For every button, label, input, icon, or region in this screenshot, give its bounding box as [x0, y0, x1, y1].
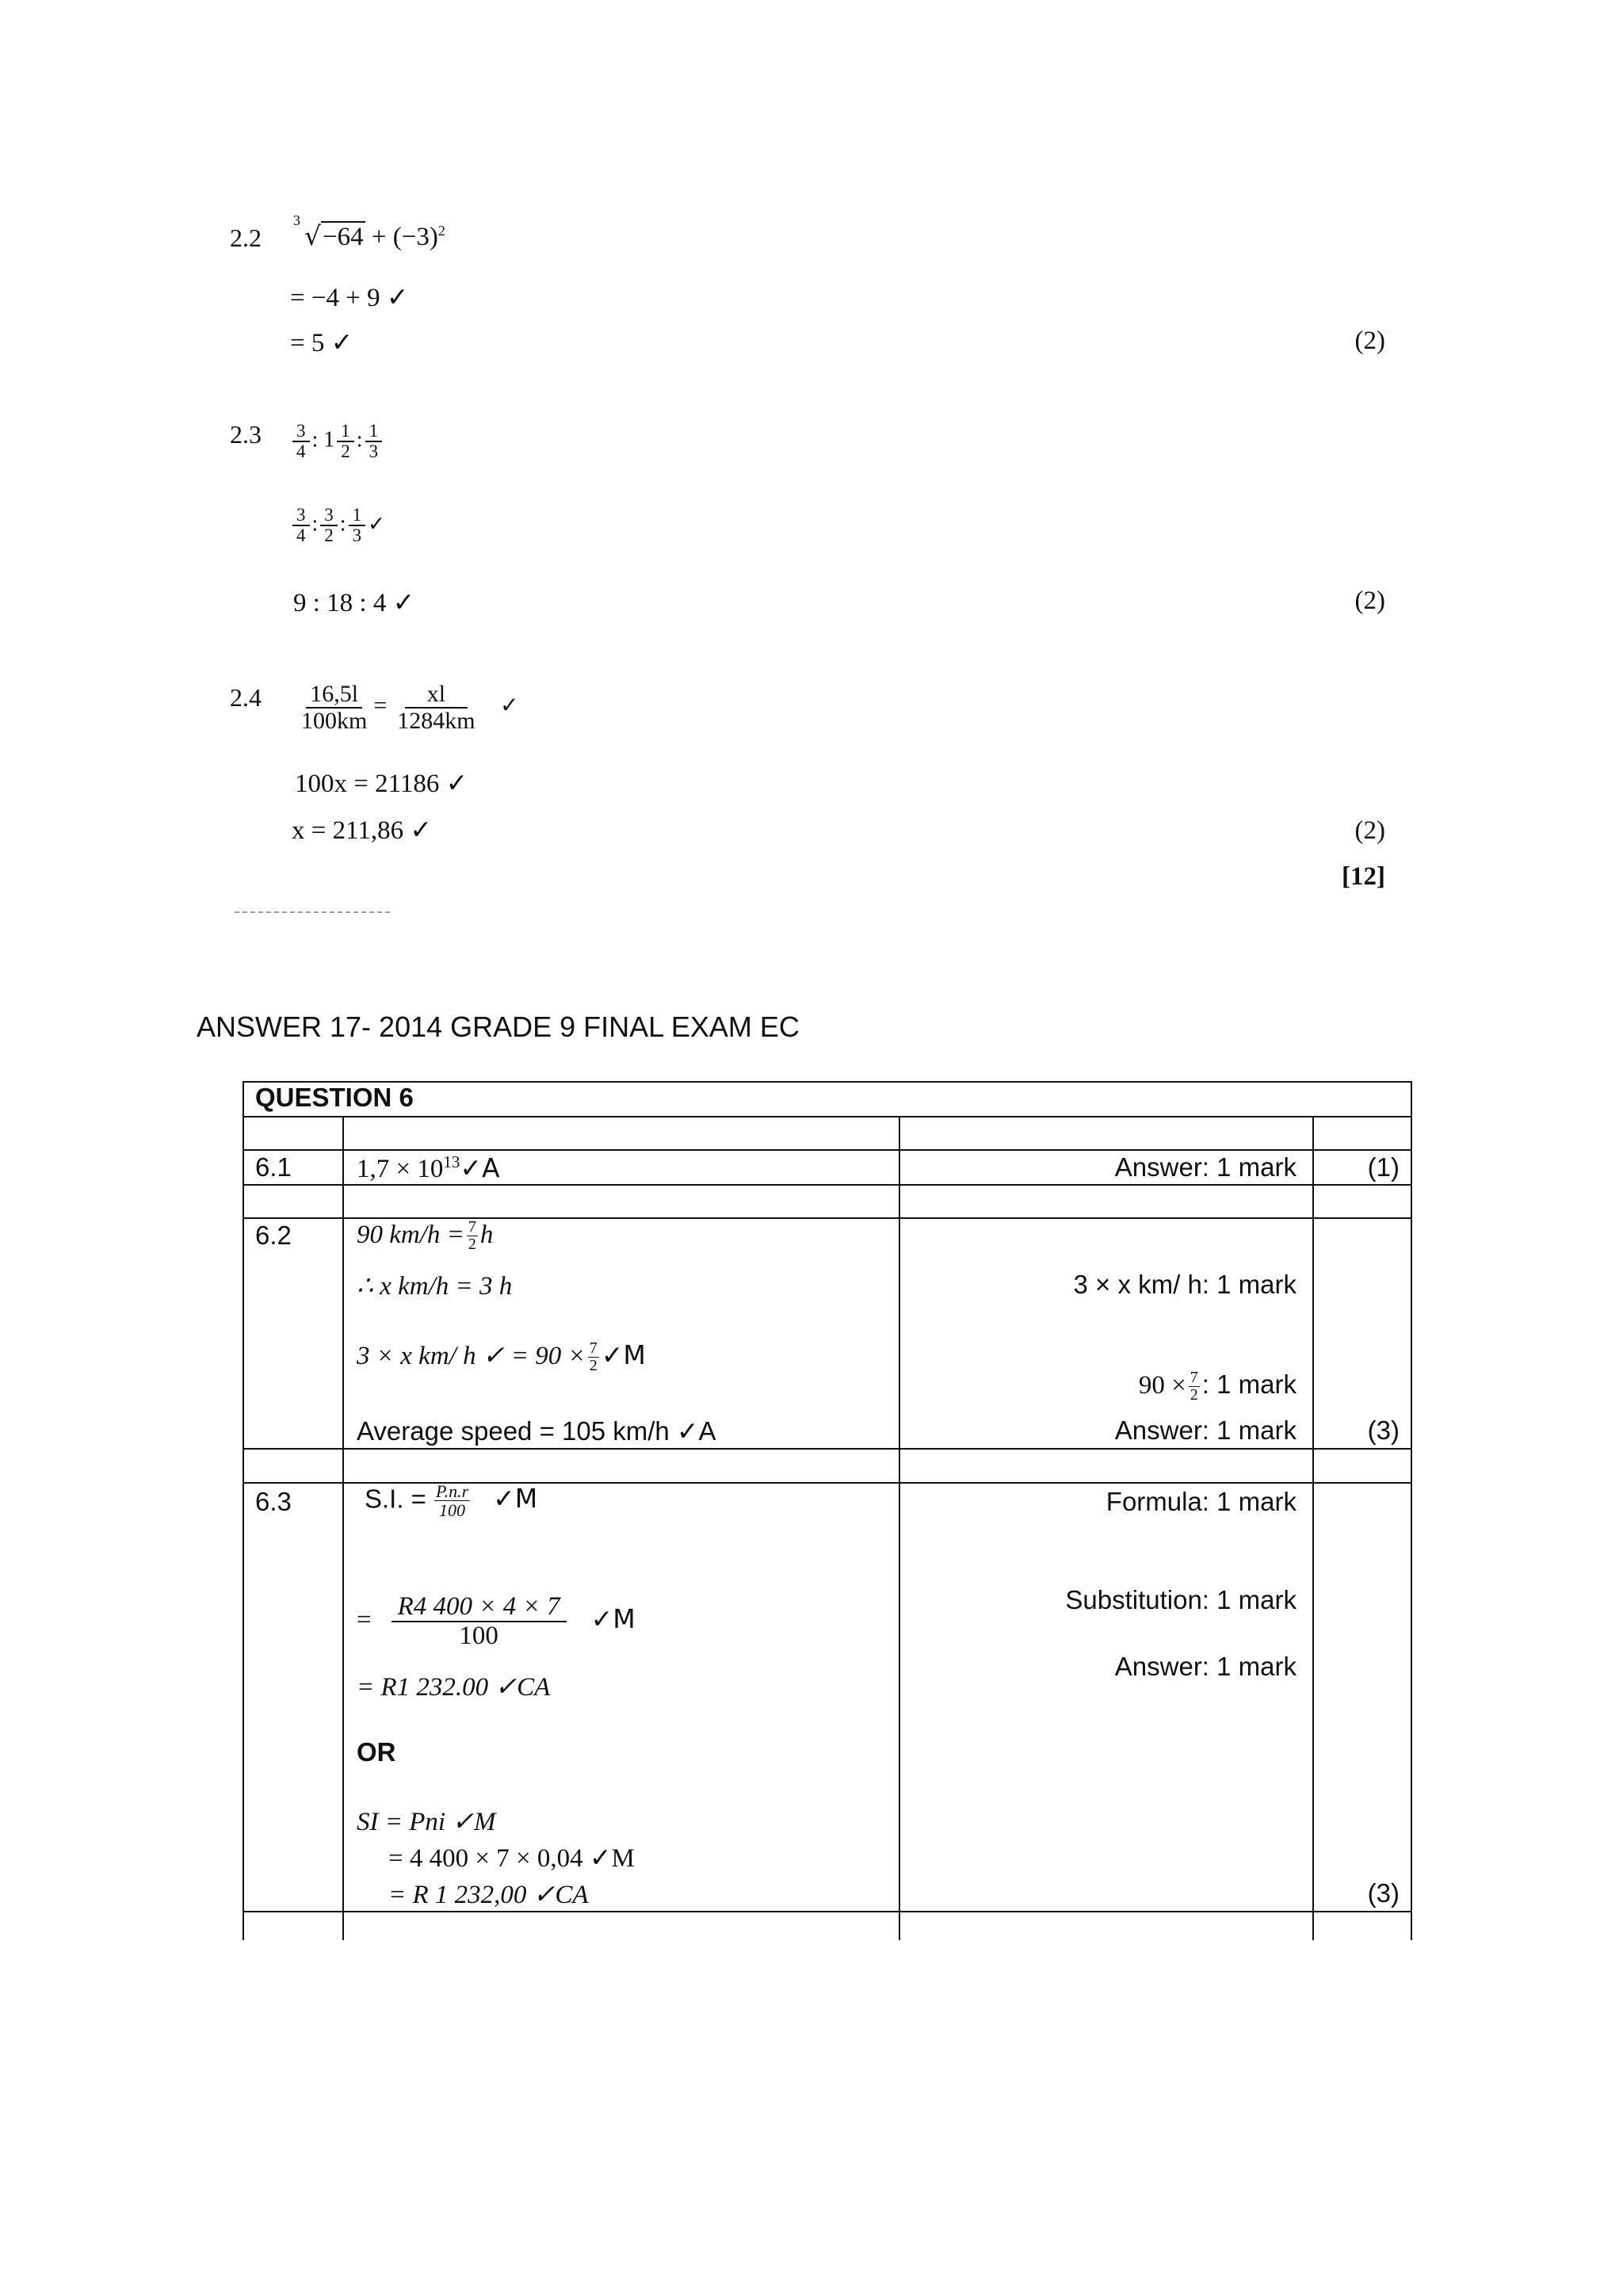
table-border: [242, 1149, 1412, 1151]
cube-root: [293, 212, 365, 252]
substitution-line: [357, 1593, 636, 1649]
mark-tick: ✓A: [460, 1152, 500, 1183]
exponent: 2: [437, 223, 445, 239]
expression-tail: + (−3): [371, 223, 438, 251]
fraction: $\frac{3}{4}$: [292, 422, 310, 461]
marks: (2): [1354, 816, 1385, 845]
cut-off-line: [235, 911, 390, 913]
root-index: 3: [293, 212, 300, 228]
question-number: 6.1: [255, 1152, 292, 1182]
working-line: SI = Pni ✓M: [357, 1808, 496, 1836]
table-border: [242, 1081, 244, 1940]
question-number: 6.3: [255, 1487, 292, 1516]
expression: 90 ×: [1138, 1371, 1186, 1400]
section-total: [12]: [1342, 862, 1385, 891]
working-line: = R1 232.00 ✓CA: [357, 1673, 551, 1702]
fraction: $\frac{3}{4}$: [292, 506, 310, 545]
answer: [357, 1152, 500, 1184]
memo: Answer: 1 mark: [1114, 1415, 1296, 1445]
mark-tick: ✓M: [590, 1603, 636, 1635]
fraction: $\frac{P.n.r}{100}$: [435, 1481, 469, 1521]
final-answer: Average speed = 105 km/h ✓A: [357, 1416, 716, 1446]
fraction: $\frac{1}{3}$: [365, 422, 383, 461]
radical-sign-icon: √: [304, 220, 322, 251]
table-title: QUESTION 6: [255, 1083, 414, 1112]
fraction: $\frac{7}{2}$: [1190, 1369, 1198, 1404]
table-border: [242, 1081, 1412, 1083]
fraction: $\frac{7}{2}$: [468, 1218, 476, 1253]
table-border: [899, 1116, 900, 1940]
expression: 90 km/h =: [357, 1221, 464, 1250]
table-border: [342, 1116, 344, 1940]
question-number: 6.2: [255, 1221, 292, 1250]
fraction: $\frac{xl}{1284km}$: [397, 681, 475, 734]
answer-base: 1,7 × 10: [357, 1155, 444, 1183]
fraction: $\frac{1}{2}$: [337, 422, 354, 461]
memo: [1139, 1370, 1296, 1404]
working-line: [357, 1219, 493, 1253]
tick-icon: ✓: [368, 512, 385, 537]
separator: :: [339, 511, 346, 537]
ratio-expression: [290, 422, 384, 461]
marks: (2): [1354, 586, 1385, 615]
page-heading: ANSWER 17- 2014 GRADE 9 FINAL EXAM EC: [197, 1010, 800, 1043]
final-answer: 9 : 18 : 4 ✓: [293, 589, 415, 617]
fraction: $\frac{1}{3}$: [349, 506, 366, 545]
tick-icon: ✓: [500, 692, 519, 719]
expression: 3 × x km/ h ✓ = 90 ×: [357, 1342, 586, 1370]
fraction: $\frac{R4 400 \times 4 \times 7}{100}$: [391, 1593, 567, 1649]
expression: h: [479, 1221, 494, 1250]
marks: (1): [1367, 1152, 1400, 1182]
marks: (2): [1354, 327, 1385, 355]
table-border: [1312, 1116, 1314, 1940]
ratio-working: [290, 506, 385, 545]
final-answer: x = 211,86 ✓: [292, 816, 433, 845]
memo: 3 × x km/ h: 1 mark: [1073, 1270, 1296, 1299]
separator: :: [356, 427, 363, 453]
fraction: $\frac{3}{2}$: [320, 506, 338, 545]
mark-tick: ✓M: [601, 1339, 646, 1370]
working-line: 100x = 21186 ✓: [295, 770, 468, 798]
table-border: [242, 1116, 1412, 1117]
memo: Answer: 1 mark: [1114, 1652, 1296, 1681]
memo: Formula: 1 mark: [1106, 1487, 1296, 1516]
proportion-expression: [295, 682, 519, 733]
working-line: [357, 1339, 646, 1374]
final-answer: = 5 ✓: [290, 329, 353, 357]
question-number: 2.2: [230, 223, 262, 252]
memo: Substitution: 1 mark: [1065, 1585, 1296, 1614]
fraction: $\frac{7}{2}$: [589, 1339, 598, 1374]
question-number: 2.3: [230, 420, 262, 449]
working-line: ∴ x km/h = 3 h: [357, 1272, 513, 1301]
equals: =: [357, 1606, 372, 1635]
memo: Answer: 1 mark: [1114, 1152, 1296, 1182]
working-line: = −4 + 9 ✓: [290, 284, 409, 312]
table-border: [242, 1911, 1412, 1912]
radicand: −64: [323, 223, 364, 251]
or-label: OR: [357, 1737, 396, 1767]
marks: (3): [1367, 1415, 1400, 1445]
question-number: 2.4: [230, 683, 262, 712]
exponent: 13: [443, 1152, 460, 1171]
marks: (3): [1367, 1878, 1400, 1908]
working-line: = 4 400 × 7 × 0,04 ✓M: [388, 1844, 635, 1873]
final-answer: = R 1 232,00 ✓CA: [388, 1881, 589, 1909]
table-border: [1411, 1081, 1412, 1940]
fraction: $\frac{16,5l}{100km}$: [301, 681, 368, 734]
separator: :: [311, 511, 319, 537]
table-border: [242, 1184, 1412, 1186]
expression: S.I. =: [365, 1484, 426, 1514]
equals: =: [373, 692, 388, 719]
memo-text: : 1 mark: [1201, 1370, 1296, 1400]
separator: : 1: [311, 427, 335, 453]
cube-root-expression: [290, 212, 445, 252]
mark-tick: ✓M: [493, 1483, 538, 1515]
table-border: [242, 1448, 1412, 1450]
formula-line: [365, 1482, 537, 1519]
